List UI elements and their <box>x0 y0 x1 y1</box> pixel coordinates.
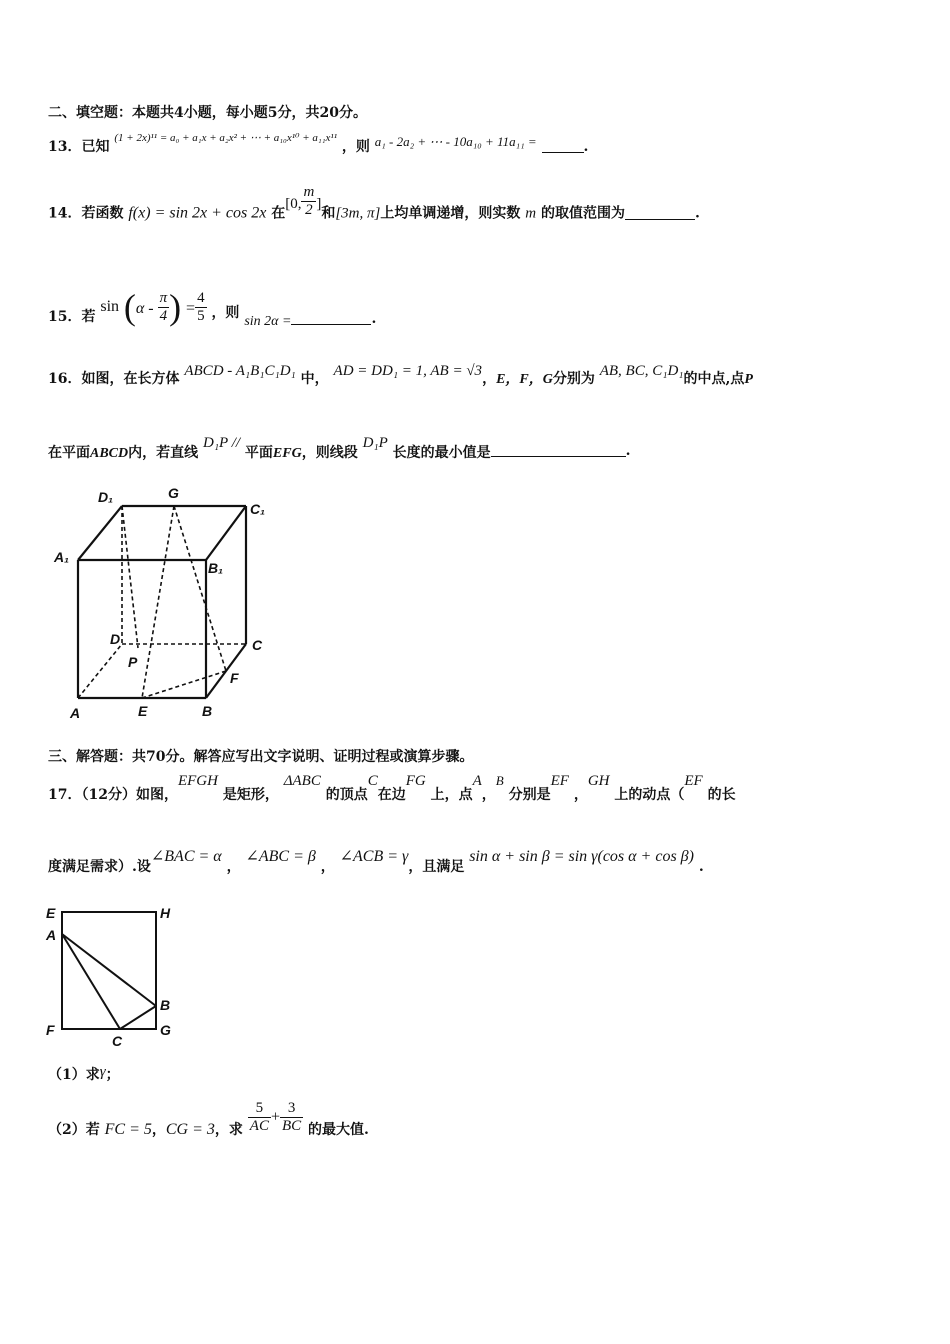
label-f: F <box>230 670 239 686</box>
q17-text-point: 上，点 <box>430 787 473 803</box>
q17-2-num2: 3 <box>280 1100 303 1118</box>
label-p: P <box>128 654 138 670</box>
q16-points-efg: E，F，G <box>496 372 553 387</box>
q16-solid: ABCD - A₁B₁C₁D₁ <box>184 363 296 379</box>
q17-text-on-side: 在边 <box>377 787 406 803</box>
q13-period: . <box>583 139 589 155</box>
q16-number: 16．如图，在长方体 <box>48 371 180 387</box>
edge-a1d1 <box>78 506 122 560</box>
q14-text-range: 的取值范围为 <box>540 205 625 222</box>
q16-answer-blank <box>491 442 626 457</box>
q14-frac-denominator: 2 <box>305 202 313 218</box>
label-a: A <box>70 705 81 721</box>
segment-ef <box>142 671 226 698</box>
question-17-line1 <box>48 770 736 803</box>
q17-number: 17．（12分）如图， <box>48 787 178 803</box>
q17-text-length: 的长 <box>707 787 736 803</box>
q16-text-line: 内，若直线 <box>128 445 199 461</box>
label-c: C <box>112 1033 123 1049</box>
q16-text-min-length: 长度的最小值是 <box>392 445 491 461</box>
label-d1: D₁ <box>98 489 114 505</box>
q14-text-on: 在 <box>271 205 286 222</box>
q15-target: sin 2α = <box>244 314 292 329</box>
question-16-line1 <box>48 360 753 387</box>
label-d: D <box>110 631 121 647</box>
q15-sin-label: sin <box>100 298 120 315</box>
q17-2-num1: 5 <box>248 1100 271 1118</box>
question-14 <box>48 184 700 231</box>
q14-period: . <box>694 205 700 222</box>
q16-comma: ， <box>482 371 497 387</box>
segment-ac <box>62 934 120 1029</box>
q17-a: A <box>472 773 482 789</box>
q13-then: ，则 <box>341 139 370 155</box>
label-g: G <box>160 1022 171 1038</box>
q15-period: . <box>371 311 377 327</box>
q15-fraction-4-over-5 <box>195 290 207 325</box>
label-a1: A₁ <box>54 549 70 565</box>
q13-answer-blank <box>542 138 584 153</box>
q14-fraction-m-over-2 <box>301 184 316 219</box>
q17-relation: sin α + sin β = sin γ(cos α + cos β) <box>469 848 694 865</box>
q16-text-plane: 平面 <box>244 445 273 461</box>
q16-plane-abcd: ABCD <box>90 446 129 461</box>
q15-inner-alpha: α - <box>135 300 158 317</box>
q14-frac-numerator: m <box>303 184 315 200</box>
label-f: F <box>46 1022 55 1038</box>
q17-text-set: 度满足需求）.设 <box>48 859 151 875</box>
q17-comma1: ， <box>481 787 496 803</box>
q13-formula: (1 + 2x)¹¹ = a₀ + a₁x + a₂x² + ⋯ + a₁₀x¹⁰ + a₁₁x¹¹ <box>114 132 338 144</box>
q17-period: . <box>698 859 704 875</box>
q17-rect: EFGH <box>177 773 218 789</box>
q17-angle-bac: ∠BAC = α <box>150 848 222 865</box>
q15-number: 15．若 <box>48 309 96 325</box>
edge-b1c1 <box>206 506 246 560</box>
question-16-line2 <box>48 432 631 461</box>
segment-gf <box>174 506 226 671</box>
section3-heading: 三、解答题：共70分。解答应写出文字说明、证明过程或演算步骤。 <box>48 749 474 765</box>
q17-1-end: ； <box>105 1067 120 1083</box>
q17-1-number: （1）求 <box>48 1067 100 1083</box>
label-c1: C₁ <box>250 501 266 517</box>
q17-sep1: ， <box>226 859 241 875</box>
label-a: A <box>46 927 57 943</box>
label-b: B <box>202 703 213 719</box>
label-e: E <box>46 905 56 921</box>
q17-triangle: ΔABC <box>283 773 321 789</box>
label-e: E <box>138 703 148 719</box>
q17-2-text-max: 的最大值. <box>308 1121 369 1138</box>
q16-plane-efg: EFG <box>272 446 302 461</box>
q17-angle-abc: ∠ABC = β <box>245 848 316 865</box>
q13-expression: a₁ - 2a₂ + ⋯ - 10a₁₀ + 11a₁₁ = <box>374 134 537 149</box>
q17-2-find: ，求 <box>214 1121 243 1138</box>
q16-text-in: 中， <box>300 371 329 387</box>
q17-2-number: （2）若 <box>48 1121 100 1138</box>
q17-text-rect: 是矩形， <box>222 787 279 803</box>
q17-text-vertex: 的顶点 <box>325 787 368 803</box>
edge-ad-hidden <box>78 644 122 698</box>
q14-number: 14．若函数 <box>48 205 124 222</box>
q16-condition: AD = DD₁ = 1, AB = √3 <box>333 363 483 379</box>
q15-left-paren: ( <box>123 287 136 327</box>
q16-midpoints: AB, BC, C₁D₁ <box>599 363 684 379</box>
q17-2-fraction-5-over-ac <box>248 1100 271 1135</box>
edge-bc <box>206 644 246 698</box>
q15-fraction-pi-over-4 <box>158 290 170 325</box>
q16-period: . <box>625 443 631 459</box>
q16-text-midpoints: 的中点,点 <box>683 371 745 387</box>
label-c: C <box>252 637 263 653</box>
q15-pi-denominator: 4 <box>159 307 168 324</box>
label-g: G <box>168 485 179 501</box>
q14-text-and: 和 <box>321 205 336 222</box>
q15-right-paren: ) <box>169 287 182 327</box>
q14-interval2: [3m, π] <box>335 205 381 222</box>
q15-equals: = <box>186 300 196 317</box>
question-15 <box>48 270 377 329</box>
q14-text-increasing: 上均单调递增，则实数 <box>380 205 521 222</box>
q17-text-moving: 上的动点（ <box>614 787 685 803</box>
q15-val-denominator: 5 <box>197 307 205 324</box>
q17-c: C <box>367 773 378 789</box>
q17-2-fraction-3-over-bc <box>280 1100 303 1135</box>
q17-ef2: EF <box>684 773 703 789</box>
q16-text-are: 分别为 <box>552 371 595 387</box>
q17-fg: FG <box>405 773 426 789</box>
q13-number: 13．已知 <box>48 139 110 155</box>
q16-text-segment: ，则线段 <box>301 445 358 461</box>
q17-comma2: ， <box>573 787 588 803</box>
q17-2-fc: FC = 5 <box>104 1120 152 1138</box>
q17-1-gamma: γ <box>99 1064 106 1080</box>
q17-b: B <box>495 773 504 788</box>
label-h: H <box>160 905 171 921</box>
segment-ab <box>62 934 156 1006</box>
q14-variable-m: m <box>525 205 537 222</box>
q17-ef: EF <box>550 773 569 789</box>
q15-val-numerator: 4 <box>197 289 205 306</box>
q16-seg-d1p: D₁P <box>362 435 388 451</box>
question-17-line2 <box>48 846 704 875</box>
question-13 <box>48 132 589 156</box>
q16-seg-d1p-parallel: D₁P // <box>203 435 241 451</box>
q14-interval1-left: [0, <box>285 195 302 212</box>
q17-gh: GH <box>587 773 610 789</box>
q15-then: ，则 <box>211 305 240 321</box>
label-b1: B₁ <box>208 560 224 576</box>
q17-2-plus: + <box>270 1108 280 1126</box>
q16-text-in-plane: 在平面 <box>48 445 90 461</box>
question-17-part1 <box>48 1064 120 1084</box>
segment-ge <box>142 506 174 698</box>
section2-heading: 二、填空题：本题共4小题，每小题5分，共20分。 <box>48 105 367 121</box>
segment-d1p <box>122 506 138 648</box>
q17-sep2: ， <box>320 859 335 875</box>
segment-cb <box>120 1006 156 1029</box>
q17-angle-acb: ∠ACB = γ <box>339 848 409 865</box>
q17-2-sep: ， <box>151 1121 166 1138</box>
q14-answer-blank <box>625 205 695 220</box>
q15-answer-blank <box>291 310 371 325</box>
q17-2-den1: AC <box>249 1118 269 1134</box>
q14-function: f(x) = sin 2x + cos 2x <box>128 204 267 222</box>
q17-2-den2: BC <box>281 1118 302 1134</box>
label-b: B <box>160 997 171 1013</box>
q17-2-cg: CG = 3 <box>165 1120 215 1138</box>
q17-text-are: 分别是 <box>508 787 551 803</box>
q16-cuboid-figure <box>40 480 280 730</box>
q17-text-satisfy: ，且满足 <box>408 859 465 875</box>
q14-interval1-right: ] <box>316 195 322 212</box>
question-17-part2 <box>48 1100 369 1138</box>
q17-rectangle-figure <box>40 900 190 1050</box>
q15-pi-numerator: π <box>159 289 168 306</box>
q16-point-p: P <box>744 372 753 387</box>
